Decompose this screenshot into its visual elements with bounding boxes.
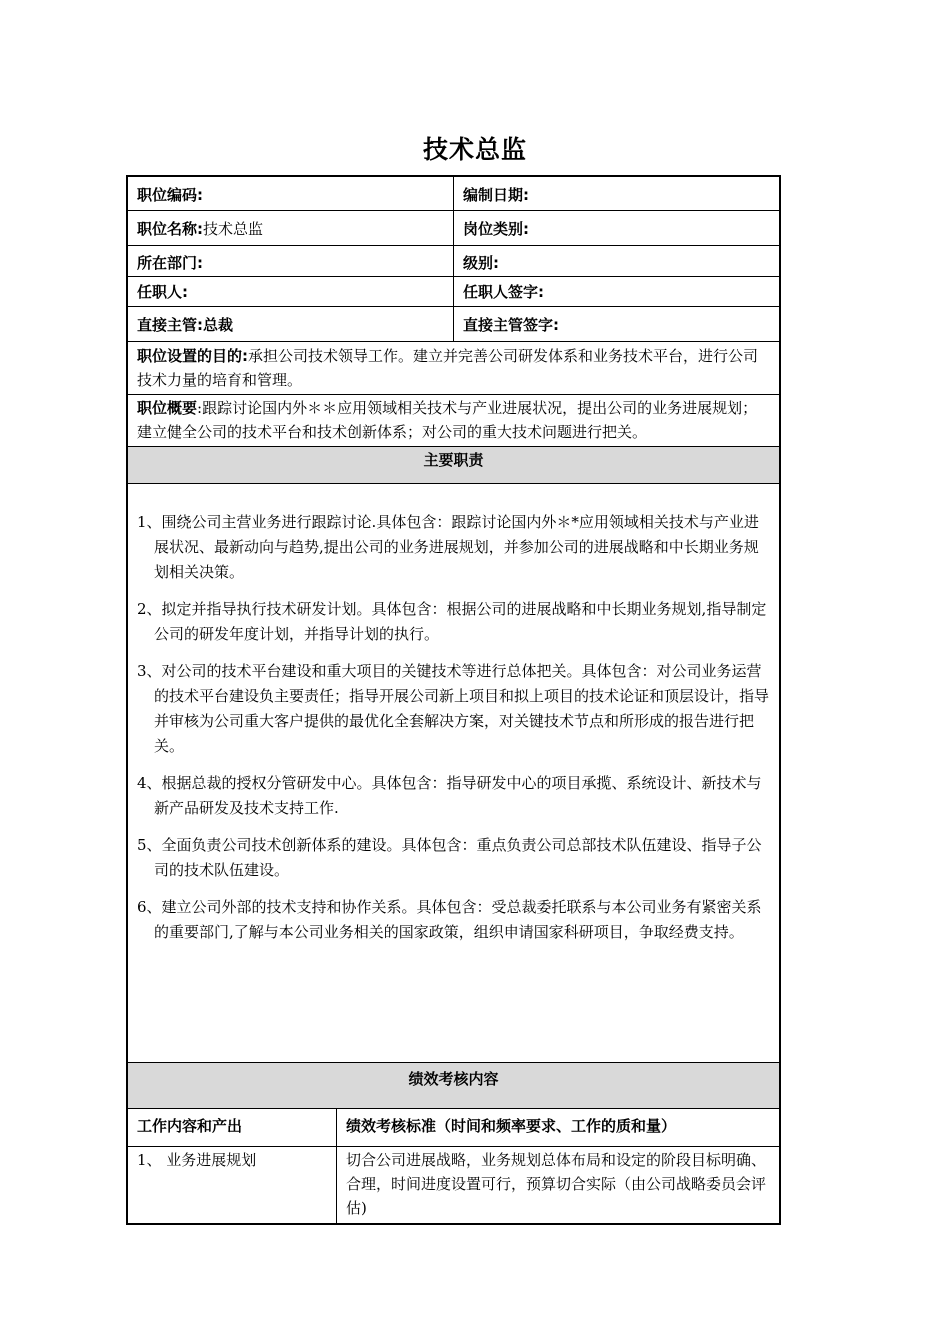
purpose-row bbox=[128, 342, 779, 395]
overview-cell bbox=[128, 395, 779, 446]
position-name-label: 职位名称: bbox=[137, 220, 203, 238]
duty-item: 6、建立公司外部的技术支持和协作关系。具体包含：受总裁委托联系与本公司业务有紧密关系的重要部门,了解与本公司业务相关的国家政策，组织申请国家科研项目，争取经费支持。 bbox=[137, 898, 762, 941]
perf-standard: 切合公司进展战略，业务规划总体布局和设定的阶段目标明确、合理，时间进度设置可行，预算切合实际（由公司战略委员会评估) bbox=[346, 1151, 767, 1217]
perf-column-standard: 绩效考核标准（时间和频率要求、工作的质和量） bbox=[346, 1117, 677, 1135]
duties-header-row bbox=[128, 447, 779, 484]
incumbent-cell bbox=[128, 277, 454, 306]
page-title: 技术总监 bbox=[422, 135, 527, 164]
level-label: 级别: bbox=[463, 254, 499, 272]
perf-item: 1、 业务进展规划 bbox=[128, 1147, 337, 1223]
supervisor-signature-label: 直接主管签字: bbox=[463, 316, 559, 334]
duties-header: 主要职责 bbox=[423, 451, 484, 469]
supervisor-signature-cell bbox=[454, 307, 779, 341]
position-name-cell bbox=[128, 211, 454, 245]
overview-text: :跟踪讨论国内外＊＊应用领域相关技术与产业进展状况，提出公司的业务进展规划；建立健全公司的技术平台和技术创新体系；对公司的重大技术问题进行把关。 bbox=[137, 399, 758, 441]
info-row-incumbent bbox=[128, 277, 779, 307]
purpose-cell bbox=[128, 342, 779, 394]
level-cell bbox=[454, 246, 779, 276]
duties-list bbox=[128, 484, 779, 1062]
department-label: 所在部门: bbox=[137, 254, 203, 272]
info-row-name bbox=[128, 211, 779, 246]
post-category-cell bbox=[454, 211, 779, 245]
overview-row bbox=[128, 395, 779, 447]
purpose-label: 职位设置的目的: bbox=[137, 347, 248, 365]
purpose-text: 承担公司技术领导工作。建立并完善公司研发体系和业务技术平台，进行公司技术力量的培育和管理。 bbox=[137, 347, 759, 389]
position-name-value: 技术总监 bbox=[203, 220, 264, 238]
position-code-cell bbox=[128, 177, 454, 210]
supervisor-label: 直接主管:总裁 bbox=[137, 316, 233, 334]
duties-row bbox=[128, 484, 779, 1063]
duty-item: 2、拟定并指导执行技术研发计划。具体包含：根据公司的进展战略和中长期业务规划,指导制定公司的研发年度计划，并指导计划的执行。 bbox=[137, 600, 767, 643]
prepared-date-label: 编制日期: bbox=[463, 186, 529, 204]
department-cell bbox=[128, 246, 454, 276]
perf-row bbox=[128, 1147, 779, 1223]
perf-header-row bbox=[128, 1063, 779, 1109]
duty-item: 3、对公司的技术平台建设和重大项目的关键技术等进行总体把关。具体包含：对公司业务运营的技术平台建设负主要责任；指导开展公司新上项目和拟上项目的技术论证和顶层设计，指导并审核为公司重大客户提供的最优化全套解决方案，对关键技术节点和所形成的报告进行把关。 bbox=[137, 662, 770, 755]
overview-label: 职位概要 bbox=[137, 399, 198, 417]
perf-header: 绩效考核内容 bbox=[408, 1070, 499, 1088]
post-category-label: 岗位类别: bbox=[463, 220, 529, 238]
info-row-supervisor bbox=[128, 307, 779, 342]
position-code-label: 职位编码: bbox=[137, 186, 203, 204]
perf-columns-row bbox=[128, 1109, 779, 1147]
job-description-table bbox=[126, 175, 781, 1225]
duty-item: 4、根据总裁的授权分管研发中心。具体包含：指导研发中心的项目承揽、系统设计、新技术与新产品研发及技术支持工作. bbox=[137, 774, 762, 817]
duty-item: 5、全面负责公司技术创新体系的建设。具体包含：重点负责公司总部技术队伍建设、指导子公司的技术队伍建设。 bbox=[137, 836, 762, 879]
prepared-date-cell bbox=[454, 177, 779, 210]
incumbent-signature-cell bbox=[454, 277, 779, 306]
supervisor-cell bbox=[128, 307, 454, 341]
info-row-department bbox=[128, 246, 779, 277]
incumbent-label: 任职人: bbox=[137, 283, 188, 301]
perf-column-output: 工作内容和产出 bbox=[128, 1109, 337, 1146]
incumbent-signature-label: 任职人签字: bbox=[463, 283, 544, 301]
info-row-code bbox=[128, 177, 779, 211]
duty-item: 1、围绕公司主营业务进行跟踪讨论.具体包含：跟踪讨论国内外＊*应用领域相关技术与产业进展状况、最新动向与趋势,提出公司的业务进展规划，并参加公司的进展战略和中长期业务规划相关决策。 bbox=[137, 513, 759, 581]
